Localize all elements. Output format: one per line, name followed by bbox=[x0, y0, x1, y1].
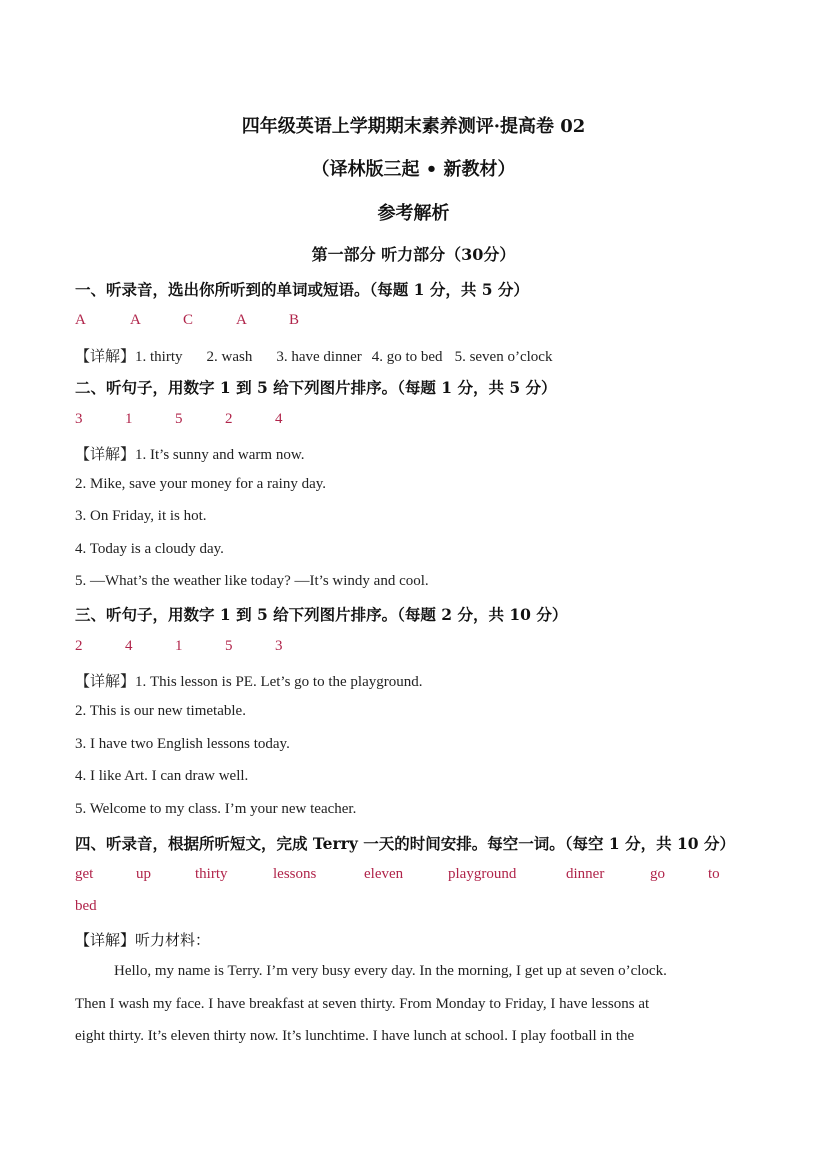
answer: B bbox=[289, 312, 300, 328]
detail-line: 3. On Friday, it is hot. bbox=[75, 508, 207, 524]
detail-label: 【详解】 bbox=[75, 445, 136, 463]
section-3-heading: 三、听句子，用数字 1 到 5 给下列图片排序。（每题 2 分，共 10 分） bbox=[75, 605, 568, 624]
detail-item: 3. have dinner bbox=[276, 349, 362, 365]
answer: get bbox=[75, 866, 94, 882]
section-1-detail bbox=[75, 345, 552, 366]
part-heading: 第一部分 听力部分（30分） bbox=[311, 245, 516, 264]
answer: thirty bbox=[195, 866, 228, 882]
answer: eleven bbox=[364, 866, 404, 882]
section-1-heading: 一、听录音，选出你所听到的单词或短语。（每题 1 分，共 5 分） bbox=[75, 280, 529, 299]
detail-item: 2. wash bbox=[206, 349, 253, 365]
answer: 3 bbox=[75, 411, 83, 427]
answer: 1 bbox=[175, 638, 183, 654]
detail-line: 1. It’s sunny and warm now. bbox=[135, 447, 305, 463]
section-3-detail bbox=[75, 670, 423, 691]
detail-label: 【详解】 bbox=[75, 931, 136, 949]
answer: playground bbox=[448, 866, 517, 882]
detail-line: 2. This is our new timetable. bbox=[75, 703, 246, 719]
detail-text: 听力材料： bbox=[135, 931, 211, 949]
answer: 4 bbox=[125, 638, 133, 654]
answer: A bbox=[130, 312, 141, 328]
detail-label: 【详解】 bbox=[75, 672, 136, 690]
answer: 2 bbox=[75, 638, 83, 654]
answer: 3 bbox=[275, 638, 283, 654]
answer: A bbox=[75, 312, 86, 328]
detail-line: 3. I have two English lessons today. bbox=[75, 736, 290, 752]
detail-line: 5. —What’s the weather like today? —It’s windy and cool. bbox=[75, 573, 429, 589]
answer: 5 bbox=[175, 411, 183, 427]
section-4-answers-wrap bbox=[75, 898, 135, 918]
document-title: 四年级英语上学期期末素养测评·提高卷 02 bbox=[241, 116, 586, 137]
detail-item: 1. thirty bbox=[135, 349, 183, 365]
answer: up bbox=[136, 866, 151, 882]
detail-line: 4. Today is a cloudy day. bbox=[75, 541, 224, 557]
answer: dinner bbox=[566, 866, 605, 882]
section-2-answers bbox=[75, 411, 775, 431]
document-subtitle: （译林版三起 • 新教材） bbox=[311, 159, 516, 180]
passage-line: eight thirty. It’s eleven thirty now. It’s lunchtime. I have lunch at school. I play football in the bbox=[75, 1028, 635, 1044]
answer: 4 bbox=[275, 411, 283, 427]
section-3-answers bbox=[75, 638, 775, 658]
detail-label: 【详解】 bbox=[75, 347, 136, 365]
answer: 2 bbox=[225, 411, 233, 427]
section-4-detail bbox=[75, 929, 210, 950]
section-4-answers bbox=[75, 866, 755, 886]
answer: C bbox=[183, 312, 194, 328]
detail-item: 4. go to bed bbox=[371, 349, 443, 365]
detail-line: 5. Welcome to my class. I’m your new teacher. bbox=[75, 801, 357, 817]
answer: to bbox=[708, 866, 720, 882]
detail-line: 4. I like Art. I can draw well. bbox=[75, 768, 249, 784]
answer: 1 bbox=[125, 411, 133, 427]
passage-line: Then I wash my face. I have breakfast at seven thirty. From Monday to Friday, I have lessons at bbox=[75, 996, 650, 1012]
answer: bed bbox=[75, 898, 97, 914]
section-2-detail bbox=[75, 443, 304, 464]
detail-line: 2. Mike, save your money for a rainy day. bbox=[75, 476, 327, 492]
answer: 5 bbox=[225, 638, 233, 654]
answer: lessons bbox=[273, 866, 317, 882]
section-2-heading: 二、听句子，用数字 1 到 5 给下列图片排序。（每题 1 分，共 5 分） bbox=[75, 378, 557, 397]
detail-item: 5. seven o’clock bbox=[454, 349, 553, 365]
answer: go bbox=[650, 866, 665, 882]
passage-line: Hello, my name is Terry. I’m very busy every day. In the morning, I get up at seven o’clock. bbox=[114, 963, 667, 979]
section-4-heading: 四、听录音，根据所听短文，完成 Terry 一天的时间安排。每空一词。（每空 1 分，共 10 分） bbox=[75, 834, 735, 853]
document-label: 参考解析 bbox=[377, 203, 450, 224]
section-1-answers bbox=[75, 312, 775, 332]
detail-line: 1. This lesson is PE. Let’s go to the playground. bbox=[135, 674, 423, 690]
answer: A bbox=[236, 312, 247, 328]
